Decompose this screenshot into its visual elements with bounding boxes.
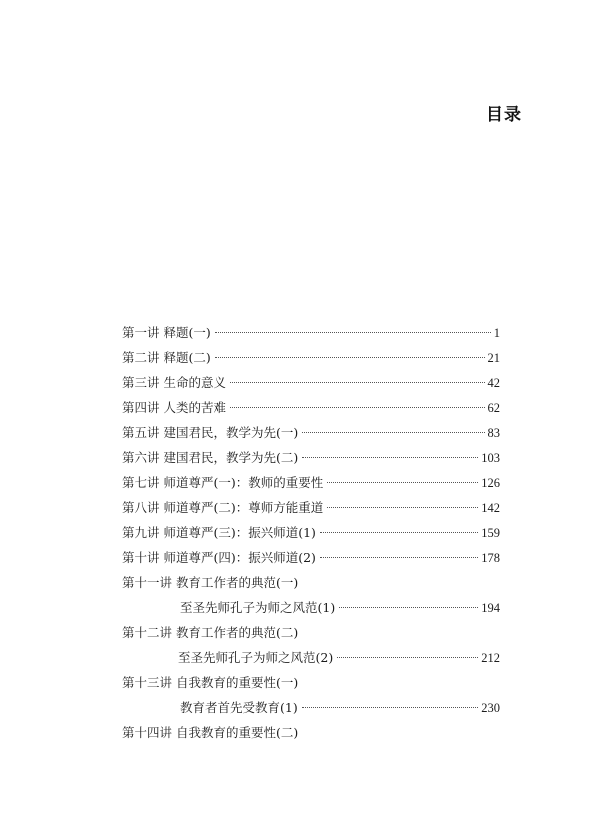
- toc-entry-label: 第三讲 生命的意义: [122, 375, 226, 390]
- toc-entry-label: 第十二讲 教育工作者的典范(二): [122, 625, 299, 640]
- page-title: 目录: [486, 105, 522, 125]
- toc-entry[interactable]: [122, 425, 500, 441]
- dot-leader: [327, 507, 478, 508]
- toc-entry-label: 第四讲 人类的苦难: [122, 400, 226, 415]
- dot-leader: [215, 357, 485, 358]
- toc-entry[interactable]: [122, 525, 500, 541]
- toc-entry-label: 第十讲 师道尊严(四)：振兴师道(2): [122, 550, 316, 565]
- dot-leader: [302, 707, 479, 708]
- toc-entry-label: 至圣先师孔子为师之风范(2): [178, 650, 334, 665]
- toc-entry-page: 194: [481, 601, 500, 615]
- dot-leader: [302, 457, 478, 458]
- toc-entry[interactable]: [122, 400, 500, 416]
- toc-entry-page: 178: [481, 551, 500, 565]
- toc-entry[interactable]: [122, 500, 500, 516]
- toc-entry-page: 62: [487, 401, 500, 415]
- toc-entry-label: 第六讲 建国君民，教学为先(二): [122, 450, 299, 465]
- toc-entry-label: 第十四讲 自我教育的重要性(二): [122, 725, 299, 740]
- toc-entry-label: 第十三讲 自我教育的重要性(一): [122, 675, 299, 690]
- toc-entry-label: 第九讲 师道尊严(三)：振兴师道(1): [122, 525, 316, 540]
- toc-entry-page: 126: [481, 476, 500, 490]
- toc-entry-label: 第七讲 师道尊严(一)：教师的重要性: [122, 475, 324, 490]
- toc-entry-label: 第五讲 建国君民，教学为先(一): [122, 425, 299, 440]
- toc-entry-label: 至圣先师孔子为师之风范(1): [180, 600, 336, 615]
- toc-entry-page: 83: [487, 426, 500, 440]
- dot-leader: [215, 332, 491, 333]
- dot-leader: [230, 382, 485, 383]
- toc-entry-page: 159: [481, 526, 500, 540]
- dot-leader: [339, 607, 478, 608]
- toc-entry[interactable]: [122, 475, 500, 491]
- toc-entry[interactable]: [180, 600, 500, 616]
- toc-entry[interactable]: [122, 550, 500, 566]
- toc-entry[interactable]: [180, 700, 500, 716]
- toc-entry-page: 1: [493, 326, 500, 340]
- toc-entry-label: 第八讲 师道尊严(二)：尊师方能重道: [122, 500, 324, 515]
- toc-entry-label: 第一讲 释题(一): [122, 325, 211, 340]
- toc-entry-page: 42: [487, 376, 500, 390]
- toc-entry-label: 教育者首先受教育(1): [180, 700, 298, 715]
- toc-entry-page: 142: [481, 501, 500, 515]
- toc-entry-label: 第十一讲 教育工作者的典范(一): [122, 575, 299, 590]
- toc-entry-page: 212: [481, 651, 500, 665]
- toc-entry[interactable]: [122, 325, 500, 341]
- dot-leader: [302, 432, 484, 433]
- dot-leader: [337, 657, 478, 658]
- toc-entry-heading[interactable]: [122, 725, 298, 741]
- toc-entry[interactable]: [178, 650, 500, 666]
- dot-leader: [320, 532, 478, 533]
- toc-entry[interactable]: [122, 350, 500, 366]
- toc-entry-heading[interactable]: [122, 625, 298, 641]
- toc-entry-page: 103: [481, 451, 500, 465]
- toc-entry-heading[interactable]: [122, 575, 298, 591]
- toc-entry-page: 230: [481, 701, 500, 715]
- dot-leader: [320, 557, 478, 558]
- dot-leader: [327, 482, 478, 483]
- dot-leader: [230, 407, 485, 408]
- toc-entry-page: 21: [487, 351, 500, 365]
- toc-entry-label: 第二讲 释题(二): [122, 350, 211, 365]
- toc-entry[interactable]: [122, 375, 500, 391]
- toc-entry[interactable]: [122, 450, 500, 466]
- toc-entry-heading[interactable]: [122, 675, 298, 691]
